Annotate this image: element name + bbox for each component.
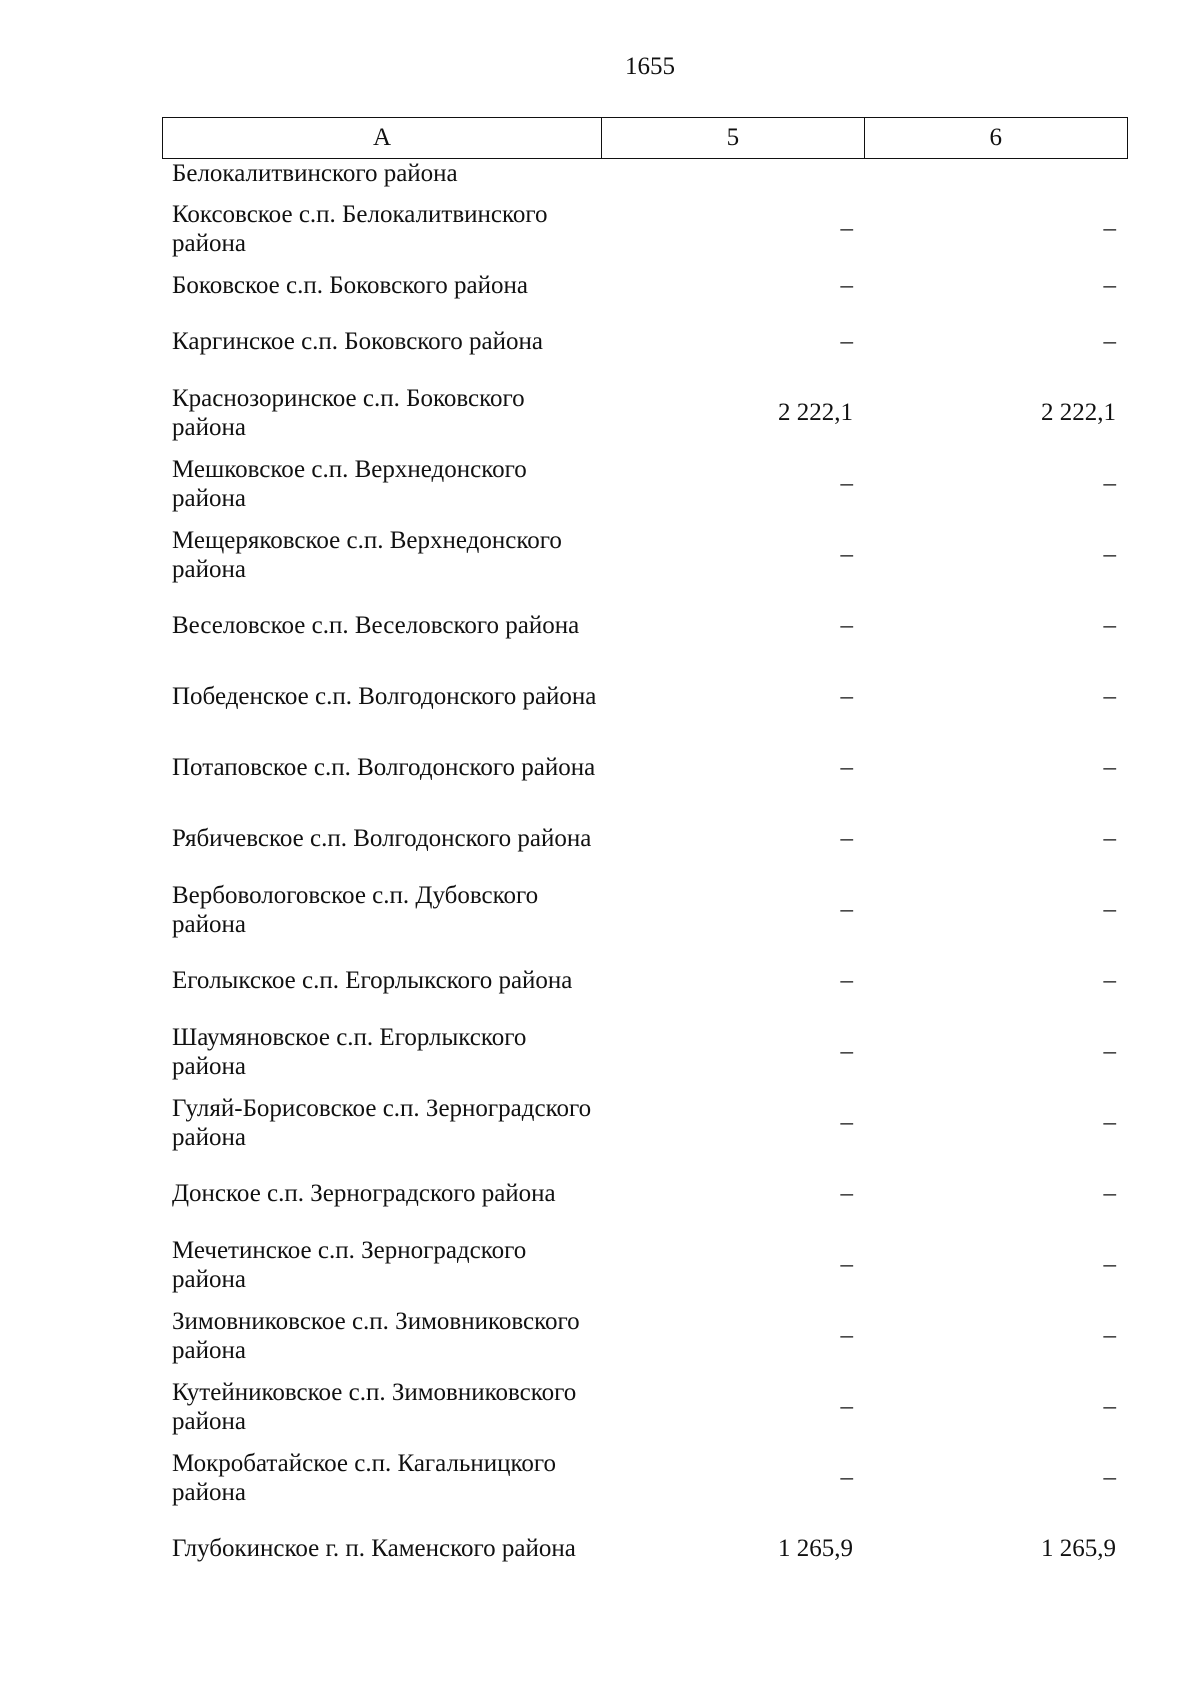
row-name: Боковское с.п. Боковского района [172,271,528,299]
row-value-6: – [1103,271,1116,299]
row-value-5: – [840,1109,853,1136]
row-value-6: – [1103,1109,1116,1136]
table-row [162,1513,1128,1584]
row-value-6: 1 265,9 [1041,1535,1116,1562]
row-name: Еголыкское с.п. Егорлыкского района [172,967,573,994]
row-name: Рябичевское с.п. Волгодонского района [172,825,592,852]
row-value-6: – [1103,1251,1116,1278]
row-name: Зимовниковское с.п. Зимовниковского района [172,1307,580,1364]
row-name: Мечетинское с.п. Зерноградского района [172,1236,527,1293]
table-header [162,117,1128,159]
row-value-5: – [840,328,853,355]
row-value-6: – [1103,683,1116,710]
table-row [162,1300,1128,1371]
table-row [162,803,1128,874]
row-value-5: – [840,967,853,994]
row-name: Коксовское с.п. Белокалитвинского района [172,200,548,257]
row-name: Донское с.п. Зерноградского района [172,1180,556,1207]
table-row-continuation [162,159,1128,193]
row-value-5: – [840,1464,853,1491]
row-name: Белокалитвинского района [172,160,458,187]
row-value-6: – [1103,896,1116,923]
row-value-6: – [1103,541,1116,568]
row-name: Шаумяновское с.п. Егорлыкского района [172,1023,527,1080]
row-value-5: – [840,754,853,781]
row-value-5: – [840,1038,853,1065]
row-value-6: – [1103,1393,1116,1420]
table-row [162,1087,1128,1158]
header-cell-5: 5 [602,118,864,158]
table-row [162,264,1128,306]
row-value-5: – [840,215,853,242]
table-row [162,945,1128,1016]
row-value-6: 2 222,1 [1041,399,1116,426]
table-row [162,590,1128,661]
table-row [162,1158,1128,1229]
row-value-5: – [840,271,853,299]
row-value-6: – [1103,470,1116,497]
row-name: Глубокинское г. п. Каменского района [172,1535,576,1562]
row-name: Каргинское с.п. Боковского района [172,328,543,355]
row-value-5: – [840,1251,853,1278]
row-value-5: – [840,896,853,923]
row-name: Мещеряковское с.п. Верхнедонского района [172,526,562,583]
row-name: Кутейниковское с.п. Зимовниковского района [172,1378,577,1435]
table-row [162,1371,1128,1442]
table-rows [162,193,1128,1584]
row-value-6: – [1103,825,1116,852]
table-row [162,519,1128,590]
row-name: Вербовологовское с.п. Дубовского района [172,881,539,938]
table-body [162,159,1128,1584]
row-value-5: – [840,1393,853,1420]
table-row [162,661,1128,732]
row-name: Мешковское с.п. Верхнедонского района [172,455,527,512]
table-row [162,193,1128,264]
row-value-6: – [1103,754,1116,781]
row-name: Краснозоринское с.п. Боковского района [172,384,525,441]
row-value-5: – [840,683,853,710]
table-row [162,732,1128,803]
row-value-6: – [1103,215,1116,242]
table-row [162,1016,1128,1087]
row-value-5: – [840,541,853,568]
row-value-5: 1 265,9 [778,1535,853,1562]
table-row [162,874,1128,945]
row-value-5: – [840,825,853,852]
table-row [162,306,1128,377]
row-value-6: – [1103,1180,1116,1207]
page-number: 1655 [625,53,675,80]
row-value-6: – [1103,967,1116,994]
row-name: Веселовское с.п. Веселовского района [172,612,580,639]
header-cell-a: А [163,118,602,158]
row-name: Мокробатайское с.п. Кагальницкого района [172,1449,557,1506]
row-value-5: – [840,470,853,497]
row-value-6: – [1103,1322,1116,1349]
table-row [162,377,1128,448]
table-row [162,448,1128,519]
row-value-6: – [1103,328,1116,355]
row-value-5: – [840,1180,853,1207]
row-value-5: – [840,612,853,639]
header-cell-6: 6 [989,124,1003,151]
table-row [162,1442,1128,1513]
row-value-6: – [1103,612,1116,639]
row-name: Потаповское с.п. Волгодонского района [172,754,596,781]
row-value-5: 2 222,1 [778,399,853,426]
row-name: Гуляй-Борисовское с.п. Зерноградского района [172,1094,592,1151]
table-row [162,1229,1128,1300]
row-value-6: – [1103,1464,1116,1491]
row-name: Победенское с.п. Волгодонского района [172,683,597,710]
row-value-5: – [840,1322,853,1349]
row-value-6: – [1103,1038,1116,1065]
